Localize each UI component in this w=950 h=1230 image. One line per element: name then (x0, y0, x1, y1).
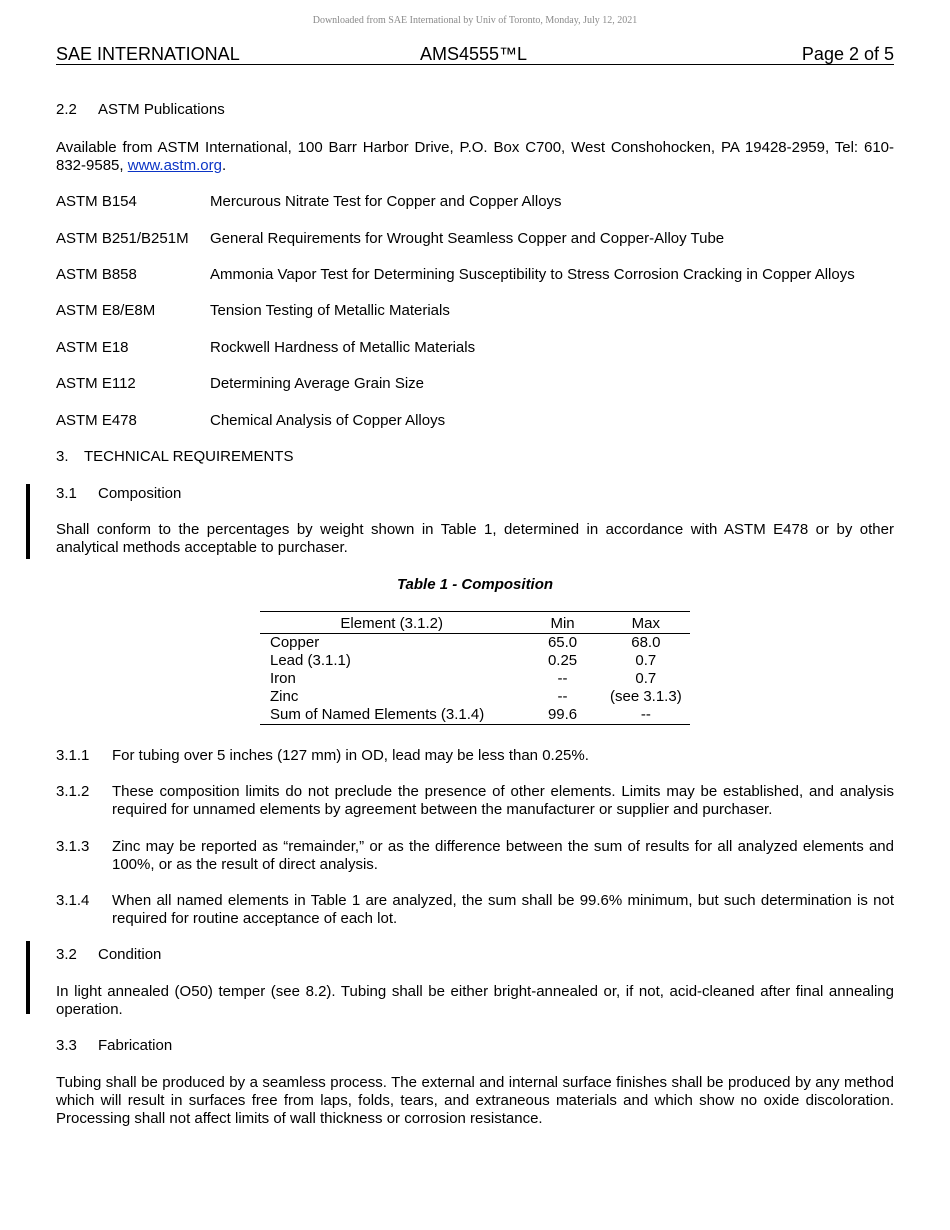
subsection-3-1-1 (56, 747, 894, 765)
section-number: 3.2 (56, 946, 77, 963)
cell-max: 0.7 (635, 652, 657, 669)
section-2-2-heading (56, 101, 225, 119)
cell-min: -- (557, 670, 568, 687)
reference-title: Determining Average Grain Size (210, 375, 424, 392)
subsection-number: 3.1.2 (56, 783, 90, 800)
reference-code: ASTM E478 (56, 412, 137, 429)
section-3-heading (56, 448, 293, 466)
table-header-row (260, 612, 690, 634)
section-number: 3. (56, 448, 69, 465)
reference-title: Rockwell Hardness of Metallic Materials (210, 339, 476, 356)
cell-max: -- (602, 706, 690, 725)
section-3-1-heading (56, 485, 181, 503)
section-title: Fabrication (98, 1037, 173, 1054)
reference-code: ASTM E18 (56, 339, 129, 356)
reference-title: Mercurous Nitrate Test for Copper and Copper Alloys (210, 193, 562, 210)
subsection-3-1-3 (56, 838, 894, 874)
table-row (260, 634, 690, 653)
cell-min: 65.0 (547, 634, 578, 651)
cell-min: -- (557, 688, 568, 705)
astm-availability-paragraph (56, 139, 894, 175)
cell-element: Iron (270, 670, 296, 687)
subsection-text: These composition limits do not preclude the presence of other elements. Limits may be established, and analysis required for unnamed elements by agreement between the manufacturer or supplier and purchaser. (112, 783, 894, 818)
header-org: SAE INTERNATIONAL (56, 44, 240, 64)
availability-text: Available from ASTM International, 100 Barr Harbor Drive, P.O. Box C700, West Conshohocken, PA 19428-2959, Tel: 610-832-9585, (56, 139, 894, 174)
section-3-3-heading (56, 1037, 172, 1055)
table-row (260, 652, 690, 670)
cell-min: 99.6 (523, 706, 601, 725)
download-watermark: Downloaded from SAE International by Univ of Toronto, Monday, July 12, 2021 (312, 15, 638, 26)
reference-code: ASTM E8/E8M (56, 302, 156, 319)
revision-change-bar (26, 941, 30, 1014)
subsection-number: 3.1.1 (56, 747, 90, 764)
cell-element: Sum of Named Elements (3.1.4) (260, 706, 523, 725)
astm-website-link[interactable]: www.astm.org (127, 157, 222, 174)
cell-element: Zinc (270, 688, 299, 705)
section-title: ASTM Publications (98, 101, 225, 118)
subsection-number: 3.1.4 (56, 892, 90, 909)
section-number: 3.1 (56, 485, 77, 502)
reference-title: Chemical Analysis of Copper Alloys (210, 412, 446, 429)
header-page-number: Page 2 of 5 (801, 44, 894, 64)
subsection-text: When all named elements in Table 1 are analyzed, the sum shall be 99.6% minimum, but such determination is not required for routine acceptance of each lot. (112, 892, 894, 927)
section-title: Composition (98, 485, 182, 502)
cell-min: 0.25 (547, 652, 578, 669)
composition-table (260, 611, 690, 725)
subsection-text: Zinc may be reported as “remainder,” or as the difference between the sum of results for all analyzed elements and 100%, or as the result of direct analysis. (112, 838, 894, 873)
cell-element: Lead (3.1.1) (270, 652, 351, 669)
section-3-2-heading (56, 946, 161, 964)
section-number: 3.3 (56, 1037, 77, 1054)
subsection-3-1-4 (56, 892, 894, 928)
reference-title: Ammonia Vapor Test for Determining Susceptibility to Stress Corrosion Cracking in Copper Alloys (210, 266, 855, 283)
cell-max: 0.7 (635, 670, 657, 687)
header-doc-id: AMS4555™L (420, 44, 528, 64)
reference-title: Tension Testing of Metallic Materials (210, 302, 450, 319)
reference-title: General Requirements for Wrought Seamless Copper and Copper-Alloy Tube (210, 230, 725, 247)
revision-change-bar (26, 484, 30, 559)
reference-code: ASTM B858 (56, 266, 137, 283)
subsection-3-1-2 (56, 783, 894, 819)
column-header-min: Min (523, 612, 601, 634)
reference-code: ASTM B251/B251M (56, 230, 189, 247)
column-header-max: Max (602, 612, 690, 634)
subsection-text: For tubing over 5 inches (127 mm) in OD, lead may be less than 0.25%. (112, 747, 589, 764)
column-header-element: Element (3.1.2) (260, 612, 523, 634)
condition-paragraph: In light annealed (O50) temper (see 8.2). Tubing shall be either bright-annealed or, if not, acid-cleaned after final annealing operation. (56, 983, 894, 1018)
section-title: Condition (98, 946, 162, 963)
table-row (260, 670, 690, 688)
composition-paragraph: Shall conform to the percentages by weight shown in Table 1, determined in accordance with ASTM E478 or by other analytical methods acceptable to purchaser. (56, 521, 894, 556)
table-row (260, 706, 690, 725)
table-caption: Table 1 - Composition (396, 576, 554, 593)
reference-code: ASTM B154 (56, 193, 137, 210)
page-header (56, 44, 894, 65)
subsection-number: 3.1.3 (56, 838, 90, 855)
fabrication-paragraph: Tubing shall be produced by a seamless process. The external and internal surface finishes shall be produced by any method which will result in surfaces free from laps, folds, tears, and extraneous materials and which show no oxide discoloration. Processing shall not affect limits of wall thickness or corrosion resistance. (56, 1074, 894, 1127)
cell-max: (see 3.1.3) (609, 688, 682, 705)
reference-code: ASTM E112 (56, 375, 136, 392)
table-row (260, 688, 690, 706)
cell-max: 68.0 (631, 634, 661, 651)
cell-element: Copper (270, 634, 320, 651)
section-title: TECHNICAL REQUIREMENTS (84, 448, 294, 465)
section-number: 2.2 (56, 101, 77, 118)
availability-suffix: . (221, 157, 227, 174)
